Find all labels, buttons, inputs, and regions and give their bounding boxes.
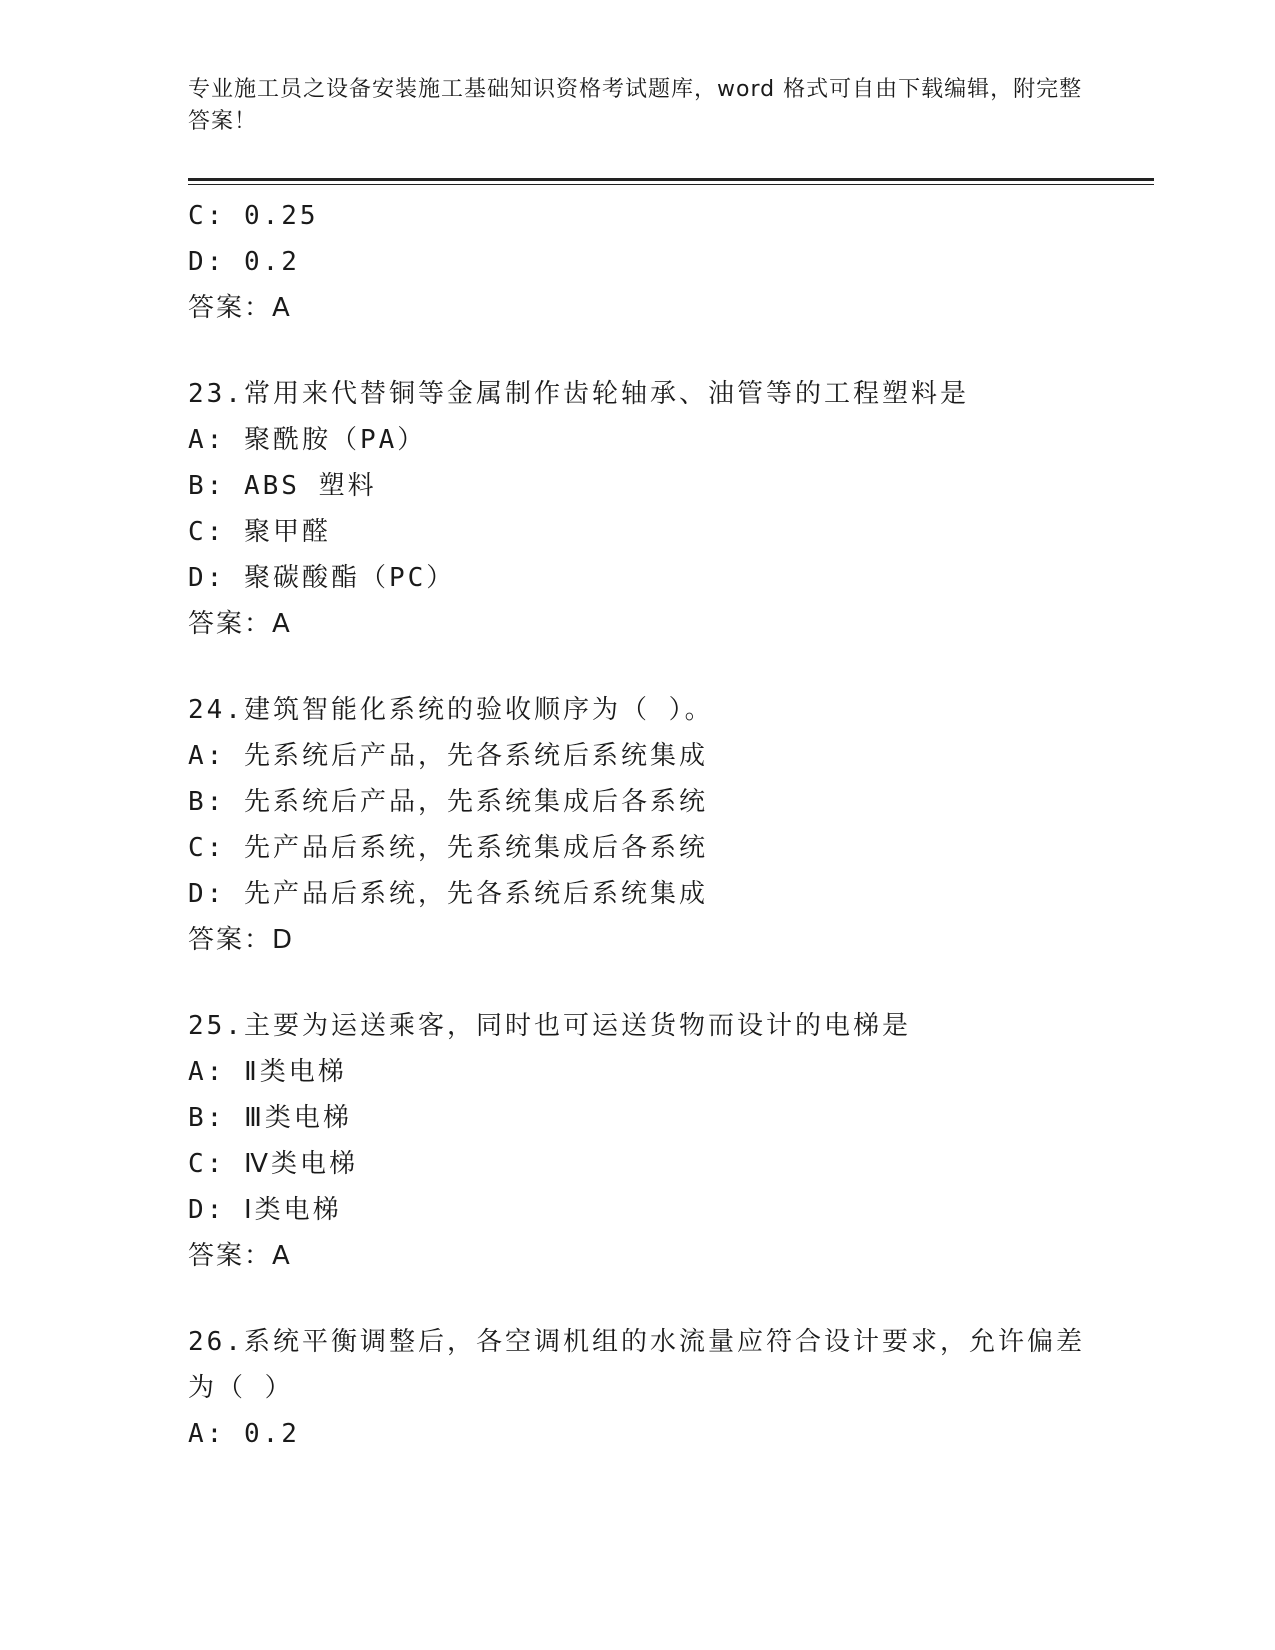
question-stem: 23.常用来代替铜等金属制作齿轮轴承、油管等的工程塑料是 (188, 379, 969, 409)
answer: 答案：A (188, 609, 292, 639)
question-stem: 24.建筑智能化系统的验收顺序为（ ）。 (188, 695, 714, 725)
question-stem: 25.主要为运送乘客，同时也可运送货物而设计的电梯是 (188, 1011, 911, 1041)
option-c: C: 0.25 (188, 201, 319, 231)
option-c: C: 先产品后系统，先系统集成后各系统 (188, 833, 708, 863)
option-d: D: 0.2 (188, 247, 300, 277)
question-content (188, 193, 1088, 1457)
document-header: 专业施工员之设备安装施工基础知识资格考试题库，word 格式可自由下载编辑，附完整答案！ (188, 77, 1083, 134)
option-c: C: Ⅳ类电梯 (188, 1149, 358, 1179)
header-divider-thin (188, 184, 1154, 185)
answer: 答案：A (188, 293, 292, 323)
option-d: D: 聚碳酸酯（PC） (188, 563, 456, 593)
question-23 (188, 371, 1088, 647)
header-divider-thick (188, 178, 1154, 181)
answer: 答案：D (188, 925, 295, 955)
option-b: B: ABS 塑料 (188, 471, 377, 501)
answer: 答案：A (188, 1241, 292, 1271)
option-c: C: 聚甲醛 (188, 517, 331, 547)
question-24 (188, 687, 1088, 963)
option-b: B: Ⅲ类电梯 (188, 1103, 352, 1133)
question-26 (188, 1319, 1088, 1457)
option-a: A: Ⅱ类电梯 (188, 1057, 347, 1087)
option-d: D: Ⅰ类电梯 (188, 1195, 342, 1225)
option-a: A: 0.2 (188, 1419, 300, 1449)
option-a: A: 先系统后产品，先各系统后系统集成 (188, 741, 708, 771)
question-stem: 26.系统平衡调整后，各空调机组的水流量应符合设计要求，允许偏差为（ ） (188, 1327, 1085, 1403)
question-22-continuation (188, 193, 1088, 331)
option-d: D: 先产品后系统，先各系统后系统集成 (188, 879, 708, 909)
option-a: A: 聚酰胺（PA） (188, 425, 427, 455)
question-25 (188, 1003, 1088, 1279)
option-b: B: 先系统后产品，先系统集成后各系统 (188, 787, 708, 817)
